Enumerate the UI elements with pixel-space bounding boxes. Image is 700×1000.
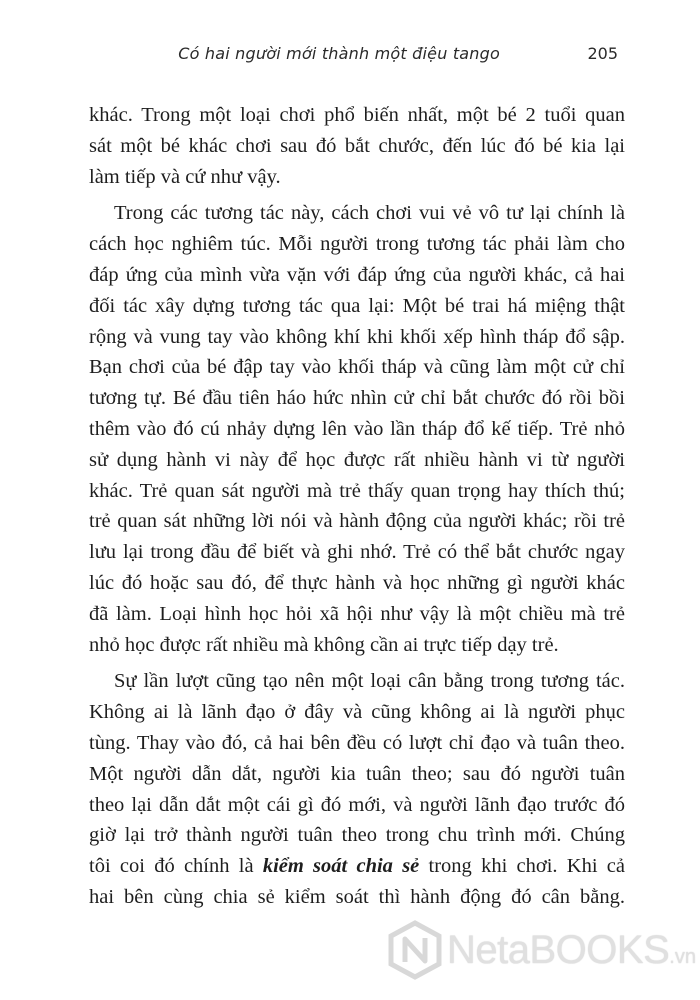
text-line: làm tiếp và cứ như vậy. <box>89 165 281 188</box>
text-line: Không ai là lãnh đạo ở đây và cũng không ai là người phục <box>89 701 625 724</box>
text-line: thêm vào đó cú nhảy dựng lên vào lần tháp đổ kế tiếp. Trẻ nhỏ <box>89 417 625 440</box>
running-header <box>0 44 700 72</box>
text-line: lúc đó hoặc sau đó, để thực hành và học những gì người khác <box>89 571 625 594</box>
text-line: hai bên cùng chia sẻ kiểm soát thì hành động đó cân bằng. <box>89 885 625 908</box>
text-run: tôi coi đó chính là <box>89 855 263 878</box>
paragraph-2 <box>89 198 625 660</box>
text-line: cách học nghiêm túc. Mỗi người trong tương tác phải làm cho <box>89 233 625 256</box>
text-line: lưu lại trong đầu để biết và ghi nhớ. Trẻ có thể bắt chước ngay <box>89 541 625 564</box>
text-line: tùng. Thay vào đó, cả hai bên đều có lượt chỉ đạo và tuân theo. <box>89 731 625 754</box>
text-line: Trong các tương tác này, cách chơi vui vẻ vô tư lại chính là <box>114 202 625 225</box>
text-line: Một người dẫn dắt, người kia tuân theo; sau đó người tuân <box>89 762 625 785</box>
watermark-brand: NetaBOOKS <box>447 928 670 972</box>
text-line: nhỏ học được rất nhiều mà không cần ai trực tiếp dạy trẻ. <box>89 633 559 656</box>
netabooks-watermark <box>385 918 695 986</box>
watermark-text <box>447 922 696 985</box>
running-header-title: Có hai người mới thành một điệu tango <box>178 44 500 63</box>
text-line: giờ lại trở thành người tuân theo trong chu trình mới. Chúng <box>89 824 625 847</box>
page-number: 205 <box>587 44 618 63</box>
text-line: đáp ứng của mình vừa vặn với đáp ứng của người khác, cả hai <box>89 263 625 286</box>
text-line: Sự lần lượt cũng tạo nên một loại cân bằng trong tương tác. <box>114 670 625 693</box>
text-line: sát một bé khác chơi sau đó bắt chước, đến lúc đó bé kia lại <box>89 134 625 157</box>
text-line: tương tự. Bé đầu tiên háo hức nhìn cử chỉ bắt chước đó rồi bồi <box>89 387 625 410</box>
text-line: Bạn chơi của bé đập tay vào khối tháp và cũng làm một cử chỉ <box>89 356 625 379</box>
page-body <box>89 100 625 919</box>
text-line: khác. Trẻ quan sát người mà trẻ thấy quan trọng hay thích thú; <box>89 479 625 502</box>
text-line: theo lại dẫn dắt một cái gì đó mới, và người lãnh đạo trước đó <box>89 793 625 816</box>
text-line: khác. Trong một loại chơi phổ biến nhất, một bé 2 tuổi quan <box>89 104 625 126</box>
text-line: đối tác xây dựng tương tác qua lại: Một bé trai há miệng thật <box>89 294 625 317</box>
text-line <box>89 851 625 882</box>
watermark-suffix: .vn <box>669 946 696 968</box>
neta-hexagon-n-logo-icon <box>385 920 445 980</box>
text-line: trẻ quan sát những lời nói và hành động của người khác; rồi trẻ <box>89 510 625 533</box>
emphasized-term: kiểm soát chia sẻ <box>262 855 420 878</box>
text-line: rộng và vung tay vào không khí khi khối xếp hình tháp đổ sập. <box>89 325 625 348</box>
text-line: sử dụng hành vi này để học được rất nhiều hành vi từ người <box>89 448 625 471</box>
paragraph-3 <box>89 666 625 912</box>
text-line: đã làm. Loại hình học hỏi xã hội như vậy là một chiều mà trẻ <box>89 602 625 625</box>
paragraph-1 <box>89 100 625 192</box>
text-run: trong khi chơi. Khi cả <box>419 855 625 878</box>
